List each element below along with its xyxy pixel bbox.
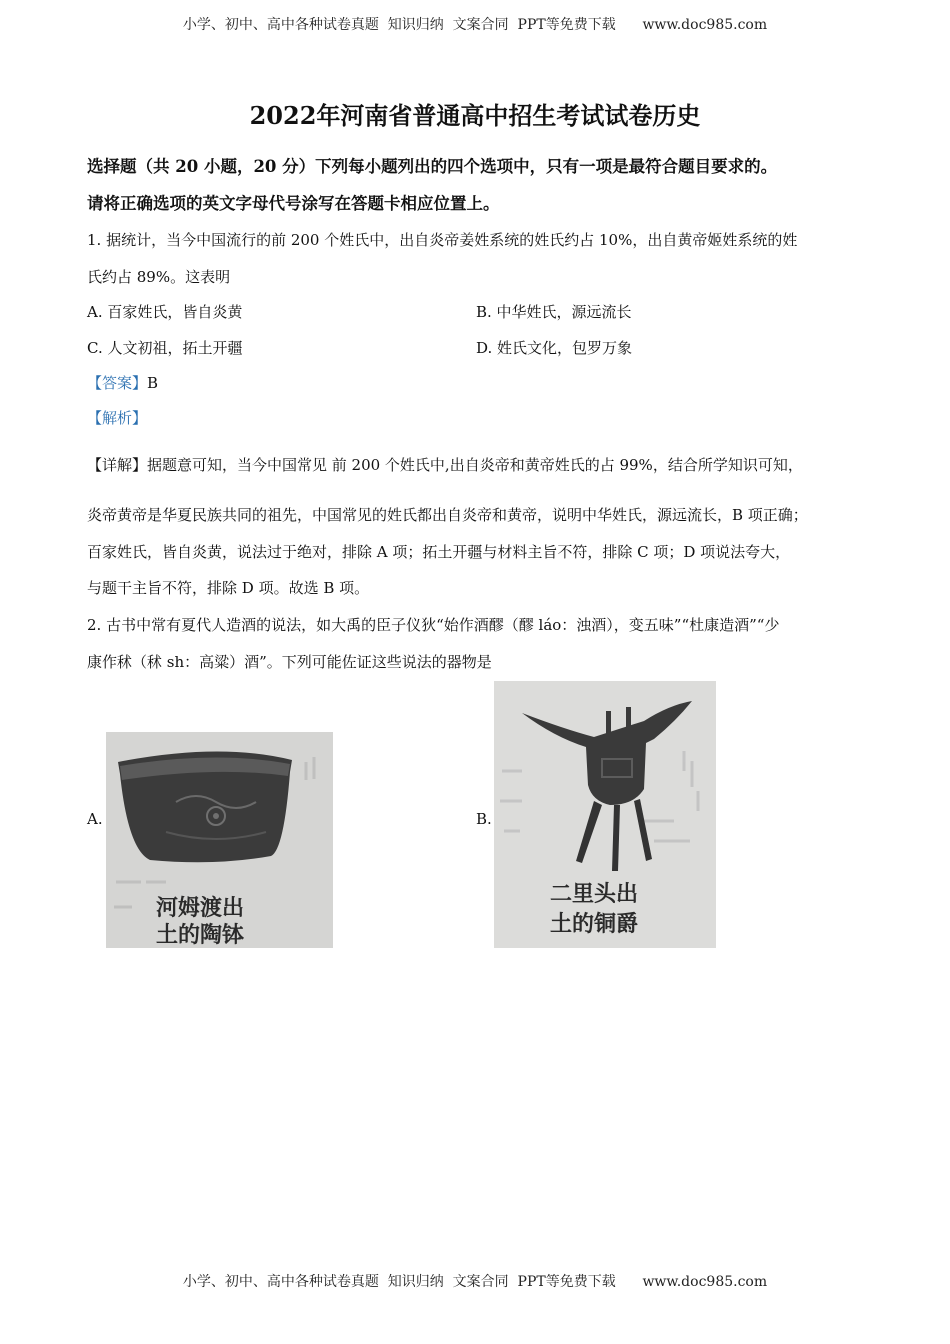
- q1-option-c: C. 人文初祖，拓土开疆: [87, 339, 243, 357]
- answer-value: B: [147, 374, 159, 392]
- q1-option-a: A. 百家姓氏，皆自炎黄: [87, 303, 243, 321]
- q1-answer: [87, 372, 158, 393]
- instructions-line-2: 请将正确选项的英文字母代号涂写在答题卡相应位置上。: [87, 194, 500, 213]
- q2-option-a-label: A.: [87, 810, 103, 828]
- q1-detail-line-3: 百家姓氏，皆自炎黄，说法过于绝对，排除 A 项；拓土开疆与材料主旨不符，排除 C 项；D 项说法夸大，: [87, 543, 791, 561]
- q1-stem-line-2: 氏约占 89%。这表明: [87, 268, 231, 286]
- q1-stem-line-1: 1. 据统计，当今中国流行的前 200 个姓氏中，出自炎帝姜姓系统的姓氏约占 10%，出自黄帝姬姓系统的姓: [87, 231, 798, 249]
- q1-detail-line-2: 炎帝黄帝是华夏民族共同的祖先，中国常见的姓氏都出自炎帝和黄帝，说明中华姓氏，源远流长，B 项正确；: [87, 506, 808, 524]
- answer-tag: 【答案】: [87, 374, 148, 392]
- page-title: 2022年河南省普通高中招生考试试卷历史: [249, 101, 701, 130]
- q2-stem-line-2: 康作秫（秫 sh：高粱）酒”。下列可能佐证这些说法的器物是: [87, 653, 492, 671]
- q1-detail-line-4: 与题干主旨不符，排除 D 项。故选 B 项。: [87, 579, 370, 597]
- image-b-caption-2: 土的铜爵: [550, 912, 639, 937]
- image-a-caption-1: 河姆渡出: [156, 896, 245, 921]
- q1-option-d: D. 姓氏文化，包罗万象: [476, 339, 633, 357]
- image-a-caption-2: 土的陶钵: [156, 923, 245, 948]
- image-b-caption-1: 二里头出: [550, 882, 639, 907]
- page-footer: 小学、初中、高中各种试卷真题 知识归纳 文案合同 PPT等免费下载 www.doc985.com: [182, 1274, 768, 1290]
- bronze-jue-image: [494, 681, 716, 948]
- pottery-bowl-image: [106, 732, 333, 948]
- page-header: 小学、初中、高中各种试卷真题 知识归纳 文案合同 PPT等免费下载 www.doc985.com: [182, 17, 768, 33]
- q1-option-b: B. 中华姓氏，源远流长: [476, 303, 632, 321]
- q1-detail-line-1: 【详解】据题意可知，当今中国常见 前 200 个姓氏中,出自炎帝和黄帝姓氏的占 99%，结合所学知识可知，: [87, 456, 803, 474]
- instructions-line-1: 选择题（共 20 小题，20 分）下列每小题列出的四个选项中，只有一项是最符合题目要求的。: [87, 157, 778, 176]
- q2-stem-line-1: 2. 古书中常有夏代人造酒的说法，如大禹的臣子仪狄“始作酒醪（醪 láo：浊酒），变五味”“杜康造酒”“少: [87, 616, 780, 634]
- q2-option-b-label: B.: [476, 810, 492, 828]
- q1-analysis-tag: 【解析】: [87, 409, 148, 427]
